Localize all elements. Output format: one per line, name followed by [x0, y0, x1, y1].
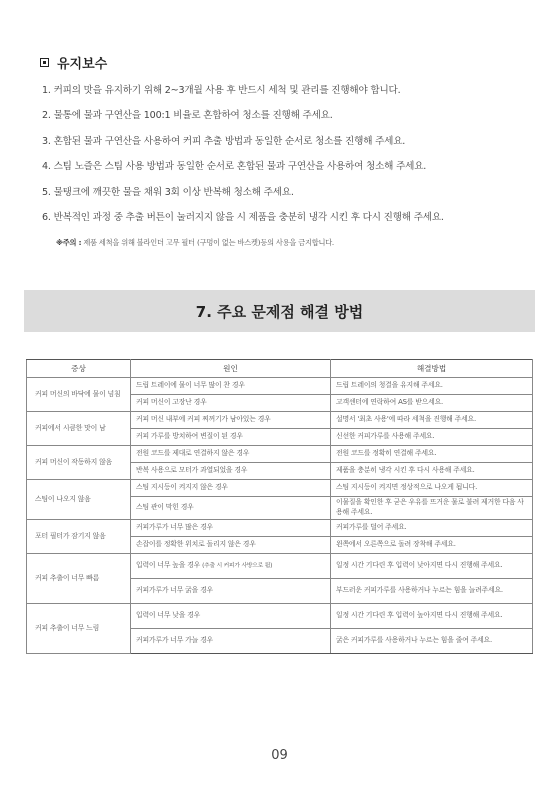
cause-cell [131, 554, 331, 579]
maintenance-title: 유지보수 [57, 57, 108, 72]
symptom-cell: 커피 추출이 너무 빠름 [27, 554, 131, 604]
table-row [27, 554, 533, 579]
troubleshooting-table [26, 359, 533, 654]
cause-cell: 커피가루가 너무 가늘 경우 [131, 629, 331, 654]
cause-cell: 반복 사용으로 모터가 과열되었을 경우 [131, 463, 331, 480]
cause-cell: 입력이 너무 낮을 경우 [131, 604, 331, 629]
symptom-cell: 커피에서 시큼한 맛이 남 [27, 412, 131, 446]
cause-cell: 커피가루가 너무 굵을 경우 [131, 579, 331, 604]
maintenance-step: 4. 스팀 노즐은 스팀 사용 방법과 동일한 순서로 혼합된 물과 구연산을 사용하여 청소해 주세요. [42, 161, 427, 173]
cause-cell: 손잡이를 정확한 위치로 돌리지 않은 경우 [131, 537, 331, 554]
maintenance-step: 3. 혼합된 물과 구연산을 사용하여 커피 추출 방법과 동일한 순서로 청소를 진행해 주세요. [42, 135, 406, 147]
cause-cell: 전원 코드를 제대로 연결하지 않은 경우 [131, 446, 331, 463]
solution-cell: 굵은 커피가루를 사용하거나 누르는 힘을 줄여 주세요. [331, 629, 533, 654]
solution-cell: 커피가루를 덜어 주세요. [331, 520, 533, 537]
table-row [27, 412, 533, 429]
maintenance-step: 5. 물탱크에 깨끗한 물을 채워 3회 이상 반복해 청소해 주세요. [42, 186, 294, 198]
table-row [27, 446, 533, 463]
solution-cell: 이물질을 확인한 후 굳은 우유를 뜨거운 물로 불려 제거한 다음 사용해 주세요. [331, 497, 533, 520]
cause-cell: 스팀 지시등이 켜지지 않은 경우 [131, 480, 331, 497]
solution-cell: 스팀 지시등이 켜지면 정상적으로 나오게 됩니다. [331, 480, 533, 497]
header-solution: 해결방법 [331, 360, 533, 378]
cause-cell: 커피 머신이 고장난 경우 [131, 395, 331, 412]
table-row [27, 480, 533, 497]
header-symptom: 증상 [27, 360, 131, 378]
cause-cell: 커피가루가 너무 많은 경우 [131, 520, 331, 537]
solution-cell: 고객센터에 연락하여 AS를 받으세요. [331, 395, 533, 412]
symptom-cell: 커피 추출이 너무 느림 [27, 604, 131, 654]
troubleshooting-title: 7. 주요 문제점 해결 방법 [24, 290, 535, 332]
solution-cell: 전원 코드를 정확히 연결해 주세요. [331, 446, 533, 463]
cause-note: (추출 시 커피가 사방으로 튐) [202, 562, 273, 569]
maintenance-step: 6. 반복적인 과정 중 추출 버튼이 눌러지지 않을 시 제품을 충분히 냉각 시킨 후 다시 진행해 주세요. [42, 211, 444, 223]
header-cause: 원인 [131, 360, 331, 378]
cause-cell: 커피 머신 내부에 커피 찌꺼기가 남아있는 경우 [131, 412, 331, 429]
solution-cell: 드립 트레이의 청결을 유지해 주세요. [331, 378, 533, 395]
cause-cell: 드립 트레이에 물이 너무 많이 찬 경우 [131, 378, 331, 395]
symptom-cell: 커피 머신의 바닥에 물이 넘침 [27, 378, 131, 412]
table-row [27, 520, 533, 537]
symptom-cell: 포터 필터가 잠기지 않음 [27, 520, 131, 554]
maintenance-step: 2. 물통에 물과 구연산을 100:1 비율로 혼합하여 청소를 진행해 주세요. [42, 110, 333, 122]
cause-text: 입력이 너무 높을 경우 [136, 560, 201, 569]
maintenance-steps [42, 84, 542, 236]
solution-cell: 왼쪽에서 오른쪽으로 돌려 장착해 주세요. [331, 537, 533, 554]
solution-cell: 일정 시간 기다린 후 입력이 낮아지면 다시 진행해 주세요. [331, 554, 533, 579]
cause-cell: 스팀 관이 막힌 경우 [131, 497, 331, 520]
solution-cell: 신선한 커피가루를 사용해 주세요. [331, 429, 533, 446]
caution-note [56, 238, 334, 248]
caution-text: 제품 세척을 위해 블라인더 고무 필터 (구멍이 없는 바스켓)등의 사용을 금지합니다. [81, 238, 335, 247]
table-row [27, 604, 533, 629]
symptom-cell: 커피 머신이 작동하지 않음 [27, 446, 131, 480]
solution-cell: 부드러운 커피가루를 사용하거나 누르는 힘을 늘려주세요. [331, 579, 533, 604]
table-row [27, 378, 533, 395]
caution-label: ※주의 : [56, 238, 82, 247]
table-header-row [27, 360, 533, 378]
symptom-cell: 스팀이 나오지 않음 [27, 480, 131, 520]
solution-cell: 일정 시간 기다린 후 입력이 높아지면 다시 진행해 주세요. [331, 604, 533, 629]
page-number: 09 [271, 748, 288, 763]
solution-cell: 제품을 충분히 냉각 시킨 후 다시 사용해 주세요. [331, 463, 533, 480]
cause-cell: 커피 가루를 방치하여 변질이 된 경우 [131, 429, 331, 446]
maintenance-heading [40, 53, 107, 72]
solution-cell: 설명서 '최초 사용'에 따라 세척을 진행해 주세요. [331, 412, 533, 429]
square-bullet-icon [40, 58, 49, 67]
maintenance-step: 1. 커피의 맛을 유지하기 위해 2~3개월 사용 후 반드시 세척 및 관리를 진행해야 합니다. [42, 85, 401, 96]
